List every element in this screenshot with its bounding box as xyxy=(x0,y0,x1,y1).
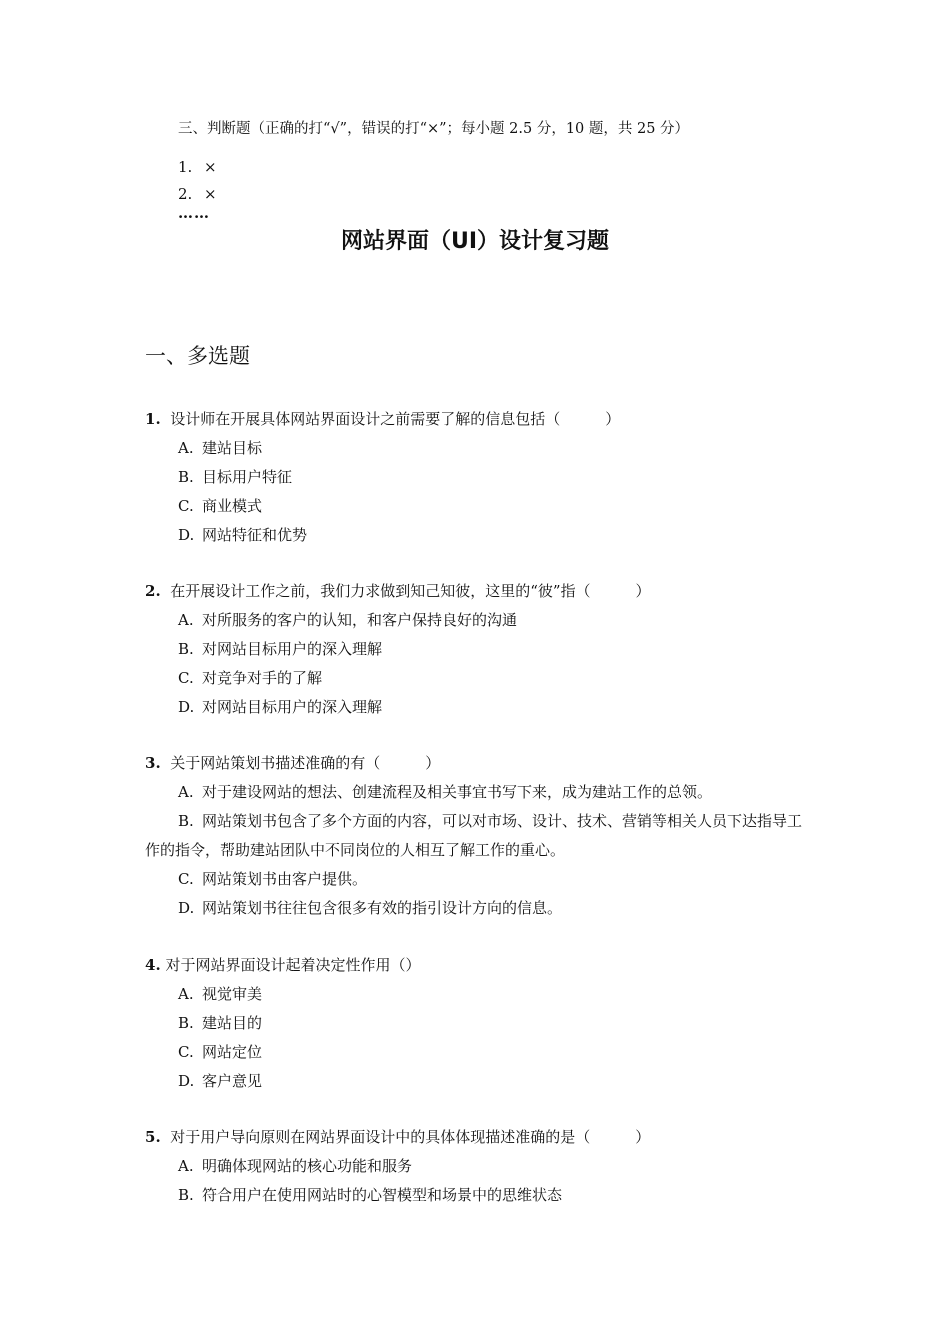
option-text: 符合用户在使用网站时的心智模型和场景中的思维状态 xyxy=(202,1186,563,1204)
option-text: 客户意见 xyxy=(202,1072,263,1090)
question-number: 3 xyxy=(145,754,156,772)
option-c xyxy=(145,865,815,894)
question-stem: 4. 对于网站界面设计起着决定性作用（） xyxy=(145,956,421,974)
option-letter: B. xyxy=(178,640,194,658)
option-text: 网站特征和优势 xyxy=(202,526,308,544)
judgment-number: 1. xyxy=(178,158,193,176)
question-text: 对于用户导向原则在网站界面设计中的具体体现描述准确的是（ ） xyxy=(170,1128,651,1146)
question-text: 对于网站界面设计起着决定性作用（） xyxy=(165,956,421,974)
option-b xyxy=(145,807,815,865)
option-text: 目标用户特征 xyxy=(202,468,293,486)
option-letter: A. xyxy=(178,985,194,1003)
option-letter: A. xyxy=(178,611,194,629)
option-text: 对网站目标用户的深入理解 xyxy=(202,698,383,716)
document-title: 网站界面（UI）设计复习题 xyxy=(340,229,610,254)
option-letter: B. xyxy=(178,468,194,486)
question-4 xyxy=(145,951,815,1096)
option-letter: C. xyxy=(178,1043,194,1061)
option-d xyxy=(145,693,815,722)
option-d xyxy=(145,521,815,550)
option-text: 网站定位 xyxy=(202,1043,263,1061)
option-letter: B. xyxy=(178,1186,194,1204)
option-c xyxy=(145,664,815,693)
question-3 xyxy=(145,749,815,923)
judgment-answer: × xyxy=(204,158,217,176)
option-b xyxy=(145,635,815,664)
option-d xyxy=(145,894,815,923)
question-text: 在开展设计工作之前，我们力求做到知己知彼，这里的“彼”指（ ） xyxy=(170,582,651,600)
option-letter: B. xyxy=(178,1014,194,1032)
question-1 xyxy=(145,405,815,550)
question-text: 关于网站策划书描述准确的有（ ） xyxy=(170,754,441,772)
judgment-answer: × xyxy=(204,185,217,203)
option-text: 建站目标 xyxy=(202,439,263,457)
option-a xyxy=(145,778,815,807)
option-text: 建站目的 xyxy=(202,1014,263,1032)
option-b xyxy=(145,1009,815,1038)
question-number: 5 xyxy=(145,1128,156,1146)
option-text: 商业模式 xyxy=(202,497,263,515)
option-text: 对所服务的客户的认知，和客户保持良好的沟通 xyxy=(202,611,518,629)
question-number: 1 xyxy=(145,410,156,428)
option-text: 视觉审美 xyxy=(202,985,263,1003)
question-stem: 1. 设计师在开展具体网站界面设计之前需要了解的信息包括（ ） xyxy=(145,410,621,428)
option-letter: D. xyxy=(178,698,195,716)
question-text: 设计师在开展具体网站界面设计之前需要了解的信息包括（ ） xyxy=(170,410,621,428)
option-letter: C. xyxy=(178,669,194,687)
question-stem: 2. 在开展设计工作之前，我们力求做到知己知彼，这里的“彼”指（ ） xyxy=(145,582,651,600)
option-text: 对网站目标用户的深入理解 xyxy=(202,640,383,658)
question-stem: 5. 对于用户导向原则在网站界面设计中的具体体现描述准确的是（ ） xyxy=(145,1128,651,1146)
option-letter: A. xyxy=(178,783,194,801)
option-a xyxy=(145,434,815,463)
question-5 xyxy=(145,1123,815,1210)
option-text: 网站策划书包含了多个方面的内容，可以对市场、设计、技术、营销等相关人员下达指导工作的指令，帮助建站团队中不同岗位的人相互了解工作的重心。 xyxy=(145,812,803,859)
judgment-item xyxy=(178,154,217,181)
option-text: 对于建设网站的想法、创建流程及相关事宜书写下来，成为建站工作的总领。 xyxy=(202,783,713,801)
option-c xyxy=(145,1038,815,1067)
judgment-list xyxy=(178,154,217,208)
option-text: 网站策划书往往包含很多有效的指引设计方向的信息。 xyxy=(202,899,563,917)
option-b xyxy=(145,463,815,492)
question-number: 4 xyxy=(145,956,156,974)
option-c xyxy=(145,492,815,521)
option-letter: B. xyxy=(178,812,194,830)
judgment-number: 2. xyxy=(178,185,193,203)
option-letter: A. xyxy=(178,439,194,457)
option-letter: C. xyxy=(178,870,194,888)
option-a xyxy=(145,606,815,635)
option-letter: A. xyxy=(178,1157,194,1175)
option-letter: D. xyxy=(178,899,195,917)
option-d xyxy=(145,1067,815,1096)
option-text: 明确体现网站的核心功能和服务 xyxy=(202,1157,413,1175)
option-a xyxy=(145,1152,815,1181)
section1-title: 一、多选题 xyxy=(145,344,250,368)
question-stem: 3. 关于网站策划书描述准确的有（ ） xyxy=(145,754,441,772)
ellipsis: …… xyxy=(178,204,210,222)
option-a xyxy=(145,980,815,1009)
option-letter: C. xyxy=(178,497,194,515)
section3-heading: 三、判断题（正确的打“√”，错误的打“×”；每小题 2.5 分，10 题，共 25 分） xyxy=(178,121,690,137)
option-letter: D. xyxy=(178,1072,195,1090)
option-text: 对竞争对手的了解 xyxy=(202,669,323,687)
option-text: 网站策划书由客户提供。 xyxy=(202,870,368,888)
option-letter: D. xyxy=(178,526,195,544)
question-2 xyxy=(145,577,815,722)
question-number: 2 xyxy=(145,582,156,600)
option-b xyxy=(145,1181,815,1210)
